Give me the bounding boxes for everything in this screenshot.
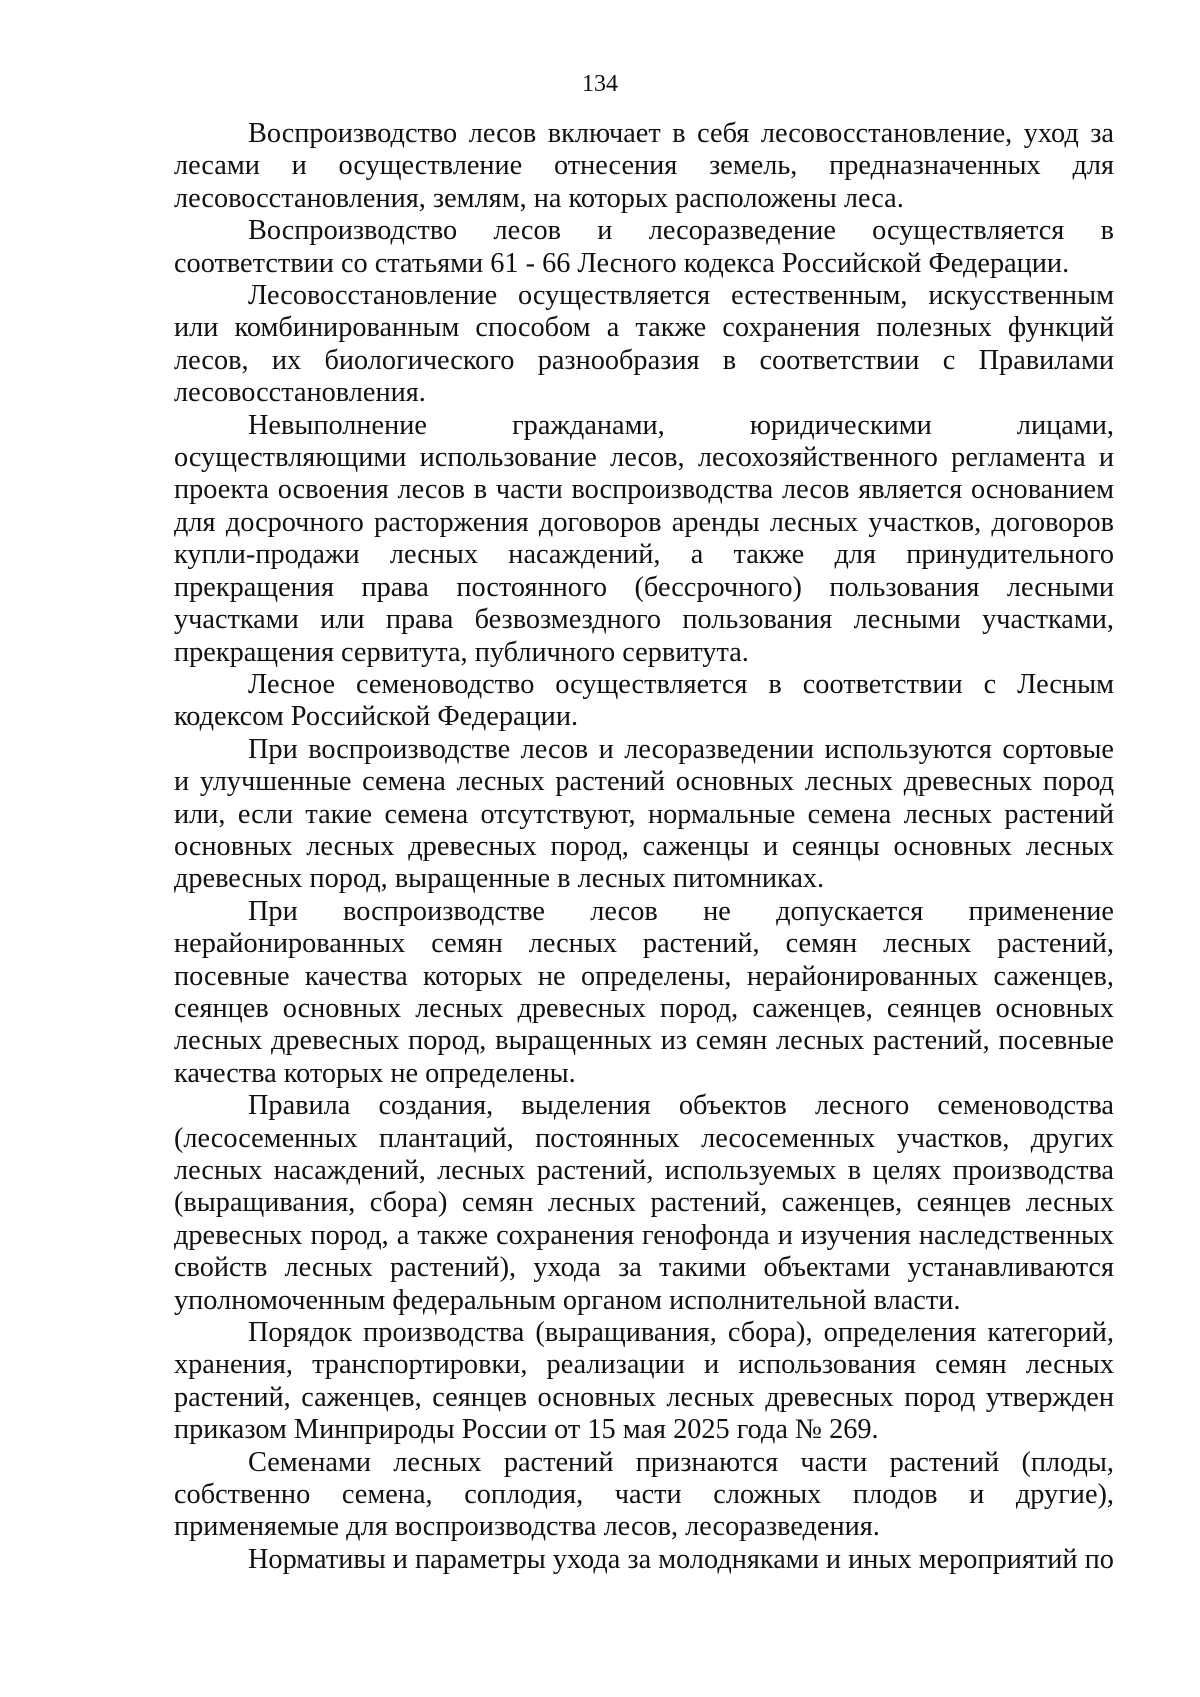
paragraph-seed-production: Лесное семеноводство осуществляется в соответствии с Лесным кодексом Российской Федерации. [174,668,1114,733]
paragraph-seed-definition: Семенами лесных растений признаются части растений (плоды, собственно семена, соплодия, части сложных плодов и другие), применяемые для воспроизводства лесов, лесоразведения. [174,1446,1114,1543]
paragraph-reproduction-legal-basis: Воспроизводство лесов и лесоразведение осуществляется в соответствии со статьями 61 - 66 Лесного кодекса Российской Федерации. [174,215,1114,279]
paragraph-production-procedure: Порядок производства (выращивания, сбора), определения категорий, хранения, транспортировки, реализации и использования семян лесных растений, саженцев, сеянцев основных лесных древесных пород утвержден приказом Минприроды России от 15 мая 2025 года № 269. [174,1317,1114,1446]
document-body [174,118,1114,1576]
paragraph-seeds-used: При воспроизводстве лесов и лесоразведении используются сортовые и улучшенные семена лесных растений основных лесных древесных пород или, если такие семена отсутствуют, нормальные семена лесных растений основных лесных древесных пород, саженцы и сеянцы основных лесных древесных пород, выращенные в лесных питомниках. [174,733,1114,895]
paragraph-care-norms: Нормативы и параметры ухода за молодняками и иных мероприятий по [248,1543,1114,1575]
paragraph-forest-reproduction: Воспроизводство лесов включает в себя лесовосстановление, уход за лесами и осуществление отнесения земель, предназначенных для лесовосстановления, землям, на которых расположены леса. [174,118,1114,214]
page-number: 134 [582,71,618,97]
paragraph-seed-objects-rules: Правила создания, выделения объектов лесного семеноводства (лесосеменных плантаций, постоянных лесосеменных участков, других лесных насаждений, лесных растений, используемых в целях производства (выращивания, сбора) семян лесных растений, саженцев, сеянцев лесных древесных пород, а также сохранения генофонда и изучения наследственных свойств лесных растений), ухода за такими объектами устанавливаются уполномоченным федеральным органом исполнительной власти. [174,1090,1114,1316]
paragraph-reforestation-methods: Лесовосстановление осуществляется естественным, искусственным или комбинированным способом а также сохранения полезных функций лесов, их биологического разнообразия в соответствии с Правилами лесовосстановления. [174,280,1114,409]
paragraph-non-compliance: Невыполнение гражданами, юридическими лицами, осуществляющими использование лесов, лесохозяйственного регламента и проекта освоения лесов в части воспроизводства лесов является основанием для досрочного расторжения договоров аренды лесных участков, договоров купли-продажи лесных насаждений, а также для принудительного прекращения права постоянного (бессрочного) пользования лесными участками или права безвозмездного пользования лесными участками, прекращения сервитута, публичного сервитута. [174,409,1114,668]
paragraph-prohibited-seeds: При воспроизводстве лесов не допускается применение нерайонированных семян лесных растений, семян лесных растений, посевные качества которых не определены, нерайонированных саженцев, сеянцев основных лесных древесных пород, саженцев, сеянцев основных лесных древесных пород, выращенных из семян лесных растений, посевные качества которых не определены. [174,895,1114,1089]
